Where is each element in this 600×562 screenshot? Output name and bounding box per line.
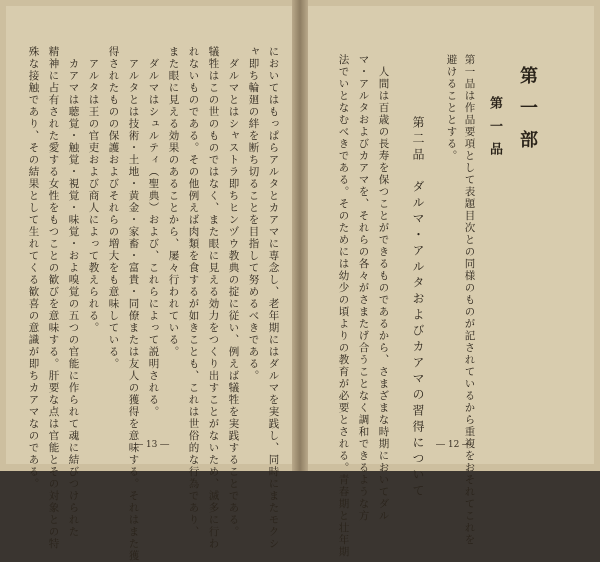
body-line-2: ャ即ち輪廻の絆を断ち切ることを目指して努めるべきである。	[247, 46, 260, 382]
body-line-12: 精神に占有された愛する女性をもつことの歓びを意味する。肝要な点は官能とその対象との特	[47, 46, 60, 550]
chapter-title: 第一品	[487, 96, 502, 165]
body-line-4: 犠牲はこの世のものではなく、また眼に見える効力をつくり出すことがないため、滅多に行わ	[207, 46, 220, 550]
body-line-10: アルタは王の官吏および商人によって教えられる。	[87, 58, 100, 334]
body-line-1: 人間は百歳の長寿を保つことができるものであるから、さまざまな時期においてダル	[377, 66, 390, 522]
body-line-6: また眼に見える効果のあることから、屡々行われている。	[167, 46, 180, 358]
right-page	[308, 6, 594, 558]
body-line-2: マ・アルタおよびカアマを、それらの各々がさまたげ合うことなく調和できるような方	[357, 54, 370, 522]
body-line-7: ダルマはシュルティ（聖典）および、これらによって説明される。	[147, 58, 160, 418]
page-number: ― 12 ―	[436, 440, 472, 450]
body-line-1: においてはもっぱらアルタとカアマに専念し、老年期にはダルマを実践し、同時にまたモクシ	[267, 46, 280, 550]
part-title: 第一部	[517, 66, 538, 162]
left-page	[6, 6, 292, 562]
intro-line-2: 避けることとする。	[445, 54, 458, 162]
body-line-3: 法でいとなむべきである。そのためには幼少の頃よりの教育が必要とされる。青春期と壮年期	[337, 54, 350, 558]
body-line-5: れないものである。その他例えば肉類を食するが如きことも、これは世俗的な行為であり、	[187, 46, 200, 538]
page-number: ― 13 ―	[134, 440, 170, 450]
body-line-9: 得されたものの保護およびそれらの増大をも意味している。	[107, 46, 120, 370]
section-title: 第二品 ダルマ・アルタおよびカアマの習得について	[411, 116, 425, 500]
body-line-8: アルタとは技術・土地・黄金・家畜・富貴・同僚または友人の獲得を意味する。それはまた獲	[127, 58, 140, 562]
body-line-3: ダルマとはシャストラ即ちヒンヅウ教典の掟に従い、例えば犠牲を実践することである。	[227, 58, 240, 538]
intro-line-1: 第一品は作品要項として表題目次との同様のものが記されているから重複をおそれてこれを	[463, 54, 476, 546]
gutter	[292, 0, 308, 471]
body-line-11: カアマは聴覚・触覚・視覚・味覚・およ嗅覚の五つの官能に作られて魂に結びつけられた	[67, 58, 80, 538]
body-line-13: 殊な接触であり、その結果として生れてくる歓喜の意識が即ちカアマなのである。	[27, 46, 40, 490]
